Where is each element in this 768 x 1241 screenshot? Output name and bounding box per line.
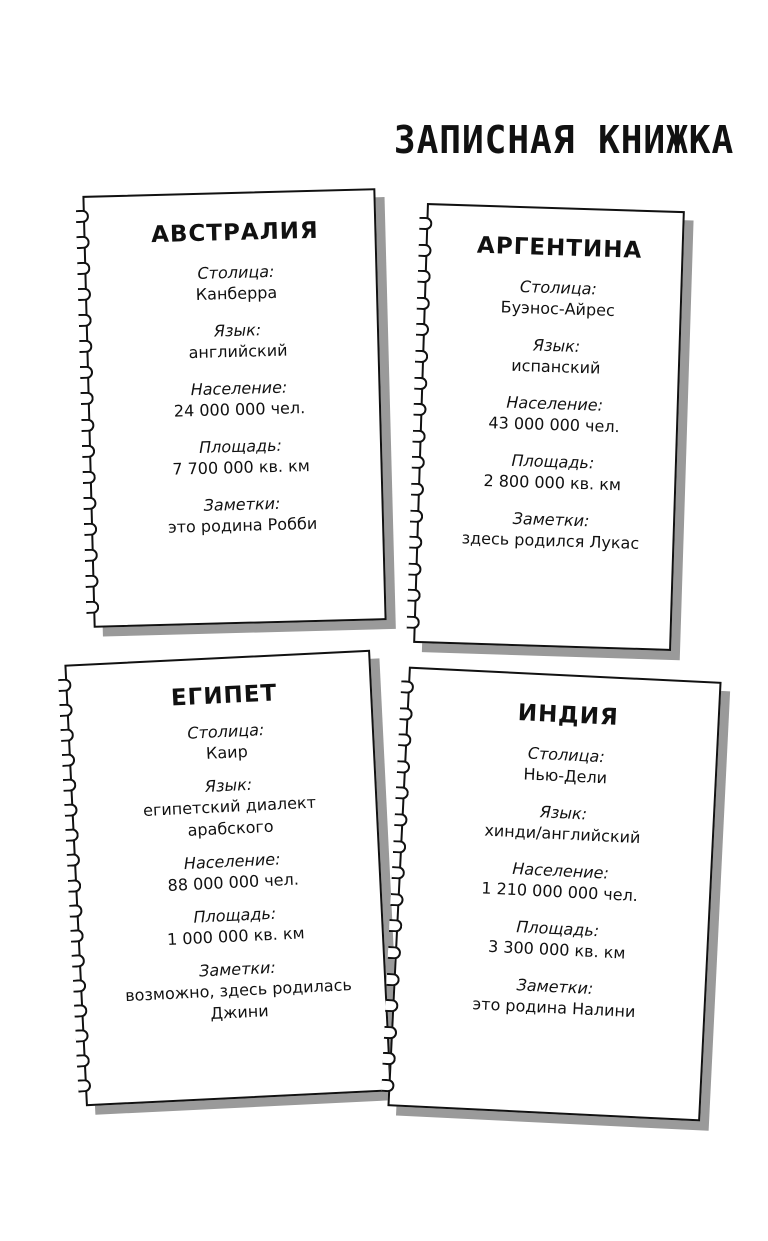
spiral-loop xyxy=(82,444,95,457)
notes-value: это родина Налини xyxy=(472,994,636,1022)
language-field xyxy=(142,771,318,844)
spiral-loop xyxy=(389,919,403,933)
spiral-loop xyxy=(76,210,89,223)
spiral-loop xyxy=(397,760,411,774)
area-field xyxy=(483,449,622,496)
capital-value: Нью-Дели xyxy=(523,764,608,788)
spiral-loop xyxy=(81,418,94,431)
population-field xyxy=(166,848,299,897)
language-label: Язык: xyxy=(539,802,588,824)
spiral-loop xyxy=(398,733,412,747)
spiral-loop xyxy=(72,954,86,968)
capital-field xyxy=(523,742,609,789)
spiral-loop xyxy=(77,262,90,275)
spiral-loop xyxy=(410,509,423,522)
population-field xyxy=(488,391,621,438)
spiral-loop xyxy=(67,854,81,868)
spiral-loop xyxy=(68,879,82,893)
spiral-loop xyxy=(64,804,78,818)
spiral-loop xyxy=(58,678,72,692)
spiral-loop xyxy=(412,456,425,469)
spiral-loop xyxy=(86,601,99,614)
spiral-loop xyxy=(78,314,91,327)
notebook-card-india xyxy=(387,667,721,1122)
spiral-loop xyxy=(76,236,89,249)
notes-label: Заметки: xyxy=(203,493,281,515)
spiral-loop xyxy=(382,1052,396,1066)
language-value: хинди/английский xyxy=(484,820,641,848)
population-label: Население: xyxy=(511,858,610,883)
area-label: Площадь: xyxy=(511,450,595,473)
notes-value: это родина Робби xyxy=(167,513,318,537)
language-label: Язык: xyxy=(532,335,581,356)
spiral-loop xyxy=(384,1026,398,1040)
area-value: 1 000 000 кв. км xyxy=(166,923,305,950)
capital-label: Столица: xyxy=(197,261,275,283)
capital-label: Столица: xyxy=(519,277,598,299)
country-name: ИНДИЯ xyxy=(517,700,620,731)
spiral-loop xyxy=(79,340,92,353)
spiral-loop xyxy=(59,703,73,717)
area-value: 2 800 000 кв. км xyxy=(483,470,622,495)
spiral-loop xyxy=(78,1079,92,1093)
spiral-loop xyxy=(417,270,430,283)
language-label: Язык: xyxy=(204,774,253,797)
population-label: Население: xyxy=(506,392,604,415)
spiral-loop xyxy=(75,1029,89,1043)
spiral-loop xyxy=(407,589,420,602)
spiral-loop xyxy=(408,562,421,575)
spiral-loop xyxy=(78,288,91,301)
country-name: ЕГИПЕТ xyxy=(170,680,278,712)
language-label: Язык: xyxy=(213,320,262,341)
notebook-card-egypt xyxy=(64,650,391,1106)
notebook-card-argentina xyxy=(413,203,685,651)
notes-value: здесь родился Лукас xyxy=(461,528,640,553)
spiral-loop xyxy=(414,376,427,389)
language-field xyxy=(484,799,642,850)
spiral-loop xyxy=(386,972,400,986)
country-name: АРГЕНТИНА xyxy=(476,232,643,264)
spiral-loop xyxy=(83,470,96,483)
spiral-loop xyxy=(65,829,79,843)
language-value: испанский xyxy=(511,355,601,378)
spiral-loop xyxy=(416,323,429,336)
spiral-loop xyxy=(392,866,406,880)
capital-value: Буэнос-Айрес xyxy=(500,297,616,321)
spiral-loop xyxy=(73,979,87,993)
notebook-card-australia xyxy=(82,188,386,628)
area-field xyxy=(166,901,305,951)
notes-value: возможно, здесь родилась Джини xyxy=(124,975,353,1024)
language-field xyxy=(511,334,601,380)
capital-value: Канберра xyxy=(195,282,278,304)
notes-label: Заметки: xyxy=(198,957,277,981)
capital-field xyxy=(195,261,278,306)
notes-label: Заметки: xyxy=(516,975,594,998)
capital-field xyxy=(500,275,615,322)
area-value: 3 300 000 кв. км xyxy=(487,936,626,963)
area-label: Площадь: xyxy=(192,903,277,927)
spiral-loop xyxy=(390,893,404,907)
spiral-loop xyxy=(62,754,76,768)
spiral-loop xyxy=(394,813,408,827)
spiral-loop xyxy=(415,350,428,363)
population-value: 88 000 000 чел. xyxy=(167,869,300,895)
country-name: АВСТРАЛИЯ xyxy=(150,217,320,249)
spiral-loop xyxy=(411,483,424,496)
notes-field xyxy=(472,972,637,1023)
notes-field xyxy=(167,492,317,539)
language-value: английский xyxy=(188,340,288,363)
notes-label: Заметки: xyxy=(512,508,590,531)
spiral-loop xyxy=(84,522,97,535)
spiral-loop xyxy=(70,929,84,943)
spiral-loop xyxy=(61,728,75,742)
spiral-loop xyxy=(401,680,415,694)
spiral-loop xyxy=(381,1079,395,1093)
population-field xyxy=(173,376,305,422)
capital-label: Столица: xyxy=(186,720,265,743)
spiral-loop xyxy=(393,840,407,854)
area-field xyxy=(488,915,627,965)
spiral-loop xyxy=(412,429,425,442)
spiral-loop xyxy=(413,403,426,416)
spiral-loop xyxy=(385,999,399,1013)
spiral-loop xyxy=(85,548,98,561)
spiral-loop xyxy=(407,616,420,629)
spiral-loop xyxy=(417,297,430,310)
language-value: египетский диалект арабского xyxy=(142,792,317,840)
capital-field xyxy=(187,719,266,766)
spiral-loop xyxy=(418,243,431,256)
population-field xyxy=(481,856,640,907)
population-label: Население: xyxy=(190,377,288,400)
notes-field xyxy=(124,953,354,1029)
spiral-loop xyxy=(81,392,94,405)
page-title: ЗАПИСНАЯ КНИЖКА xyxy=(393,118,734,162)
population-label: Население: xyxy=(183,849,281,874)
spiral-loop xyxy=(395,787,409,801)
spiral-loop xyxy=(74,1004,88,1018)
spiral-loop xyxy=(388,946,402,960)
notes-field xyxy=(461,506,640,555)
capital-label: Столица: xyxy=(527,743,606,767)
spiral-loop xyxy=(69,904,83,918)
spiral-loop xyxy=(409,536,422,549)
spiral-loop xyxy=(63,779,77,793)
spiral-loop xyxy=(399,707,413,721)
spiral-loop xyxy=(76,1054,90,1068)
spiral-loop xyxy=(85,574,98,587)
population-value: 24 000 000 чел. xyxy=(173,398,306,421)
population-value: 43 000 000 чел. xyxy=(488,413,620,437)
area-value: 7 700 000 кв. км xyxy=(172,456,311,479)
language-field xyxy=(188,319,288,365)
spiral-loop xyxy=(83,496,96,509)
area-field xyxy=(171,434,310,481)
spiral-loop xyxy=(419,217,432,230)
spiral-loop xyxy=(80,366,93,379)
area-label: Площадь: xyxy=(198,435,283,457)
capital-value: Каир xyxy=(205,741,249,763)
area-label: Площадь: xyxy=(515,917,600,941)
population-value: 1 210 000 000 чел. xyxy=(480,878,639,906)
